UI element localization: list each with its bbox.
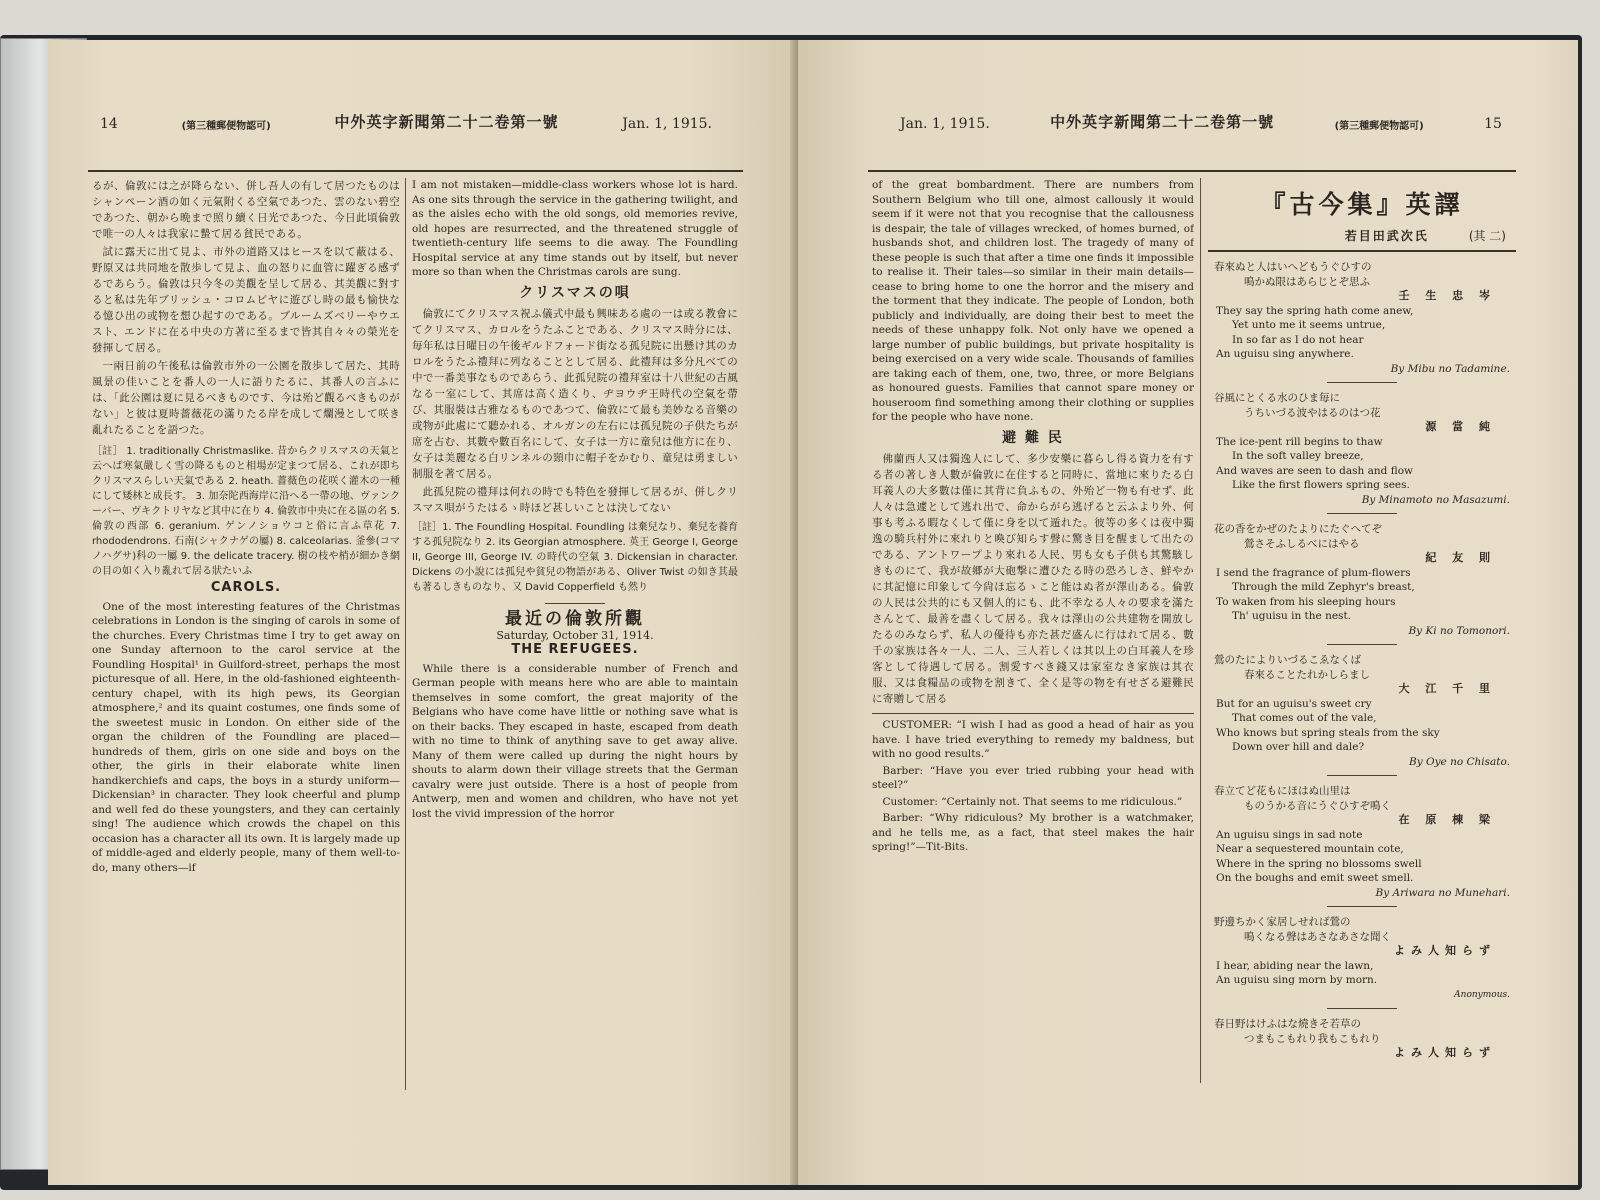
poem-attribution: By Minamoto no Masazumi. xyxy=(1361,493,1510,506)
poem-en-line: To waken from his sleeping hours xyxy=(1216,595,1396,608)
part-number: (其 二) xyxy=(1468,229,1506,243)
poem-en-line: They say the spring hath come anew, xyxy=(1216,304,1414,317)
right-column-1 xyxy=(872,178,1194,1083)
kokinshu-section xyxy=(1208,185,1516,1085)
refugees-jp-heading: 避 難 民 xyxy=(1002,429,1064,446)
carols-paragraph: One of the most interesting features of the Christmas celebrations in London is the singing of carols in some of the churches. Every Christmas time I try to get away on one Sunday afternoon to the carol service at the Foundling Hospital¹ in Guilford-street, perhaps the most picturesque of all. Here, in the old-fashioned eighteenth-century chapel, with its high pews, its Georgian atmosphere,² and its quaint costumes, one finds some of the sweetest music in London. On either side of the organ the children of the Foundling are placed—hundreds of them, girls on one side and boys on the other, the girls in their elaborate white linen handkerchiefs and caps, the boys in a sturdy uniform—Dickensian³ in character. They look cheerful and plump and well fed do these youngsters, and they can certainly sing! The audience which crowds the chapel on this occasion has a character all its own. It is largely made up of middle-aged and elderly people, many of them well-to-do, many others—if xyxy=(92,600,400,874)
poem-attribution: By Oye no Chisato. xyxy=(1409,755,1510,768)
poem-en-line: In the soft valley breeze, xyxy=(1232,450,1364,462)
dialogue-line: “Have you ever tried rubbing your head with steel?” xyxy=(872,764,1194,791)
poem-divider xyxy=(1327,906,1397,907)
poem-jp-line-2: 春來ることたれかしらまし xyxy=(1244,668,1370,681)
london-date: Saturday, October 31, 1914. xyxy=(496,628,654,642)
right-page-number: 15 xyxy=(1484,116,1502,132)
notes-label: ［註］ xyxy=(92,446,123,457)
poem-en-line: But for an uguisu's sweet cry xyxy=(1216,697,1372,710)
paragraph: るが、倫敦には之が降らない、併し吾人の有して居つたものはシャンペーン酒の如く元氣附くる空氣であつた、雲のない碧空であつた、朝から晩まで照り續く日光であつた、今日此頃倫敦で唯一の人々は我家に蟄て居る貧民である。 xyxy=(92,180,400,240)
poem xyxy=(1208,915,1516,1009)
poem-divider xyxy=(1327,644,1397,645)
poem-jp-line-1: 野邊ちかく家居しせれば鶯の xyxy=(1214,916,1351,928)
refugees-continued: of the great bombardment. There are numbers from Southern Belgium who till one, almost callously it would seem if it were not that you recognise that the callousness is despair, the tale of villages wrecked, of homes burned, of husbands shot, and children lost. The tragedy of many of these people is such that after a time one finds it impossible to realise it. Their tales—so similar in their main details—cease to bring home to one the horror and the misery and the torment that they indicate. The people of London, both publicly and individually, are doing their best to meet the needs of these unhappy folk. Not only have we opened a large number of public buildings, but private hospitality is being exercised on a very wide scale. Thousands of families are taking each of them, one, two, three, or more Belgians as honoured guests. Families that cannot spare money or houseroom find something among their clothing or supplies for the people who have none. xyxy=(872,179,1194,423)
poem-en-line: Down over hill and dale? xyxy=(1232,741,1365,753)
poem-jp-line-1: 鶯のたによりいづるこゑなくば xyxy=(1214,654,1361,666)
left-running-head xyxy=(100,108,712,132)
paragraph: 倫敦にてクリスマス祝ふ儀式中最も興味ある處の一は或る教會にてクリスマス、カロルをうたふことである、クリスマス時分には、毎年私は日曜日の午後ギルドフォード街なる孤兒院に出懸け其のカロルをうたふ禮拜に列なることとして居る、此禮拜は多分凡べての中で一番美事なものであらう、此孤兒院の禮拜室は十八世紀の古風なる一室にして、其席は高く造くり、ヂヨウヂ王時代の空氣を帶び、其服裝は古雅なるものであつて、倫敦にて最も美妙なる音樂の或物が此處にて聽かれる、オルガンの左右には孤兒院の子供たちが席を占む、其數や數百名にして、女子は一方に童兒は他方に在り、女子は美麗なる白リンネルの頸巾に帽子をかむり、童兒は勇ましい制服を著て居る。 xyxy=(412,308,738,480)
dialogue-line: “Why ridiculous? My brother is a watchmaker, and he tells me, as a fact, that steel makes the hair spring!”—Tit-Bits. xyxy=(872,812,1194,853)
speaker: Barber: xyxy=(882,764,923,777)
left-permit: (第三種郵便物認可) xyxy=(181,121,271,132)
translator-line xyxy=(1208,227,1506,244)
kokinshu-title: 『古今集』英譯 xyxy=(1260,190,1464,219)
poem xyxy=(1208,1017,1516,1061)
poem-divider xyxy=(1327,513,1397,514)
london-heading: 最近の倫敦所觀 xyxy=(505,609,645,629)
poem-jp-line-1: 春日野はけふはな燒きそ若草の xyxy=(1214,1018,1361,1030)
left-header-rule xyxy=(88,170,743,172)
poem-en-line: An uguisu sings in sad note xyxy=(1216,828,1363,841)
poem-jp-line-2: つまもこもれり我もこもれり xyxy=(1244,1032,1381,1045)
dialogue-line: “Certainly not. That seems to me ridiculous.” xyxy=(941,795,1183,808)
poem-jp-line-2: うちいづる波やはるのはつ花 xyxy=(1244,406,1381,419)
poem xyxy=(1208,260,1516,383)
left-column-2 xyxy=(412,178,738,1090)
paragraph: 佛蘭西人又は獨逸人にして、多少安樂に暮らし得る資力を有する者の著しき人數が倫敦に在住すると同時に、當地に來りたる白耳義人の大多數は僅に其背に負ふもの、外殆ど一物も有せず、此人々は急遽として逃れ出で、命からがら逃げると云ふより外、何事も考ふる暇なくして僅に身を以て遁れた。彼等の多くは夜中獨逸の騎兵村外に來れりと喚び知らす聲に驚き目を醒まして出たのである、アントワープより來れる人民、男も女も子供も其驚駭しきものにて、我が故郷が大砲撃に遭ひたる時の恐ろしさ、鮮やかに其記憶に印象して今尙ほ忘るゝこと能はぬ者が澤山ある。倫敦の人民は公共的にも又個人的にも、此不幸なる人々の要求を滿たさんとて、最善を盡くして居る。我々は澤山の公共建物を開放したるのみならず、私人の優待も亦た甚だ盛んに行はれて居る、數千の家族は各々一人、二人、三人若しくは其以上の白耳義人を珍客として待遇して居る。割愛すべき錢又は家室なき家族は其衣服、又は食糧品の或物を割きて、全く是等の物を有せざる避難民に寄贈して居る xyxy=(872,453,1194,705)
poem-jp-line-1: 谷風にとくる水のひま毎に xyxy=(1214,392,1340,404)
speaker: CUSTOMER: xyxy=(882,719,953,731)
left-column-divider xyxy=(405,178,406,1090)
title-rule xyxy=(1208,250,1516,252)
poem-en-line: In so far as I do not hear xyxy=(1232,333,1364,346)
right-date: Jan. 1, 1915. xyxy=(900,116,990,132)
poem-divider xyxy=(1327,382,1397,383)
right-newspaper-title: 中外英字新聞第二十二卷第一號 xyxy=(1050,113,1275,131)
paragraph: 一兩日前の午後私は倫敦市外の一公園を散歩して居た、其時風景の佳いことを番人の一人に語りたるに、其番人の言ふには、「此公園は夏に見るべきものです、今は殆ど觀るべきものがない」と彼は夏時薔薇花の滿りたる岸を成して爛漫として咲き亂れたることを語つた。 xyxy=(92,360,400,436)
notes-text: 1. traditionally Christmaslike. 昔からクリスマスの天氣と云へば寒氣嚴しく雪の降るものと相場が定まつて居る、これが即ちクリスマスらしい天氣である 2. heath. 薔薇色の花咲く灌木の一種にして矮林と成長す。 3. 加奈陀西海岸に沿へる一帶の地、ヴァンクーバー、ヴキクトリヤなど其中に在り 4. 倫敦市中央に在る區の名 5. 倫敦の西部 6. geranium. ゲンノショウコと俗に言ふ草花 7. rhododendrons. 石南(シャクナゲの屬) 8. calceolarias. 釜參(コマノハグサ)科の一屬 9. the delicate tracery. 樹の枝や梢が細かき網の目の如く入り亂れて居る狀たいふ xyxy=(92,446,400,577)
speaker: Barber: xyxy=(882,812,923,824)
poem-en-line: That comes out of the vale, xyxy=(1232,712,1377,724)
poem-en-line: An uguisu sing anywhere. xyxy=(1216,348,1354,360)
poem-en-line: I hear, abiding near the lawn, xyxy=(1216,959,1374,972)
left-newspaper-title: 中外英字新聞第二十二卷第一號 xyxy=(334,113,559,131)
refugees-paragraph: While there is a considerable number of French and German people with means here who are able to maintain themselves in some comfort, the great majority of the Belgians who have come have little or nothing save what is on their backs. They escaped in haste, escaped from death with no time to think of anything save to get away alive. Many of them were called up during the night hours by shouts to alarm down their village streets that the German cavalry were just outside. There is a host of people from Antwerp, men and women and children, who have not yet lost the vivid impression of the horror xyxy=(412,662,738,820)
poem-en-line: An uguisu sing morn by morn. xyxy=(1216,974,1378,986)
poem xyxy=(1208,784,1516,907)
poem-en-line: The ice-pent rill begins to thaw xyxy=(1216,435,1383,448)
poem-en-line: Near a sequestered mountain cote, xyxy=(1216,843,1404,855)
poem-jp-line-1: 春立てど花もにほはぬ山里は xyxy=(1214,785,1351,797)
carols-continued: I am not mistaken—middle-class workers whose lot is hard. As one sits through the service in the gathering twilight, and as the aisles echo with the old songs, old memories revive, old hopes are resurrected, and the threatened struggle of twentieth-century life seems to die away. The Foundling Hospital service at any time stands out by itself, but never more so than when the Christmas carols are sung. xyxy=(412,179,738,278)
poet-name: よみ人知らず xyxy=(1394,1046,1496,1059)
poet-name: 壬 生 忠 岑 xyxy=(1398,289,1496,302)
poem-jp-line-2: 鳴かぬ限はあらじとぞ思ふ xyxy=(1244,275,1370,288)
poem-en-line: Like the first flowers spring sees. xyxy=(1232,479,1410,491)
poet-name: 大 江 千 里 xyxy=(1398,682,1496,695)
poem-jp-line-2: ものうかる音にうぐひすぞ鳴く xyxy=(1244,799,1391,812)
poem-jp-line-2: 鶯さそふしるべにはやる xyxy=(1244,537,1360,550)
poem xyxy=(1208,391,1516,514)
translator-name: 若目田武次氏 xyxy=(1344,229,1429,243)
speaker: Customer: xyxy=(882,795,938,808)
anecdote-divider xyxy=(872,713,1194,714)
poem-en-line: Through the mild Zephyr's breast, xyxy=(1232,581,1415,593)
poet-name: よみ人知らず xyxy=(1394,944,1496,957)
poem-en-line: Yet unto me it seems untrue, xyxy=(1232,319,1386,331)
poem xyxy=(1208,522,1516,645)
poem-jp-line-1: 春來ぬと人はいへどもうぐひすの xyxy=(1214,261,1372,273)
paragraph: 試に露天に出て見よ、市外の道路又はヒースを以て蔽はる、野原又は共同地を散歩して見よ、血の怒りに血管に躍ぎる感ずるであらう。倫敦は只今冬の美觀を呈して居る、其美觀に對すると私は先年ブリッシュ・コロムビヤに遊びし時の最も愉快なる憶ひ出の或物を想ひ起すのである。ブルームズベリーやウエスト、エンドに在る中央の方著に至るまで皆其自々々の榮光を發揮して居る。 xyxy=(92,246,400,354)
poem-en-line: I send the fragrance of plum-flowers xyxy=(1216,566,1411,579)
dialogue-line: “I wish I had as good a head of hair as you have. I have tried everything to remedy my baldness, but with no good results.” xyxy=(872,719,1194,760)
poem-divider xyxy=(1327,775,1397,776)
poem-en-line: Where in the spring no blossoms swell xyxy=(1216,857,1422,870)
right-header-rule xyxy=(868,170,1516,172)
left-column-1 xyxy=(92,178,400,1090)
poem-attribution: By Mibu no Tadamine. xyxy=(1390,362,1510,375)
section-divider xyxy=(545,603,605,604)
poem xyxy=(1208,653,1516,776)
right-running-head xyxy=(900,108,1502,132)
poem-en-line: And waves are seen to dash and flow xyxy=(1216,464,1414,477)
left-page-number: 14 xyxy=(100,116,118,132)
notes-text: ［註］1. The Foundling Hospital. Foundling は棄兒なり、棄兒を養育する孤兒院なり 2. its Georgian atmosphere. 英王 George I, George II, George III, George IV. の時代の空氣 3. Dickensian in character. Dickens の小說には孤兒や貧兒の物語がある、Oliver Twist の如き其最も著るしきものなり、又 David Copperfield も然り xyxy=(412,522,738,593)
poem-jp-line-1: 花の香をかぜのたよりにたぐへてぞ xyxy=(1214,523,1382,535)
right-permit: (第三種郵便物認可) xyxy=(1334,121,1424,132)
right-column-divider xyxy=(1200,178,1201,1083)
anecdote xyxy=(872,718,1194,855)
poem-attribution: By Ki no Tomonori. xyxy=(1408,624,1510,637)
poem-attribution: Anonymous. xyxy=(1454,989,1510,1000)
poem-en-line: On the boughs and emit sweet smell. xyxy=(1216,872,1414,884)
poem-jp-line-2: 鳴くなる聲はあさなあさな聞く xyxy=(1244,930,1391,943)
paragraph: 此孤兒院の禮拜は何れの時でも特色を發揮して居るが、併しクリスマス唄がうたはるゝ時ほど甚しいことは決してない xyxy=(412,486,738,514)
carols-heading: CAROLS. xyxy=(210,580,282,595)
poem-divider xyxy=(1327,1008,1397,1009)
poem-attribution: By Ariwara no Munehari. xyxy=(1375,886,1510,899)
poet-name: 紀 友 則 xyxy=(1425,551,1496,564)
poet-name: 源 當 純 xyxy=(1425,420,1496,433)
left-date: Jan. 1, 1915. xyxy=(622,116,712,132)
refugees-heading: THE REFUGEES. xyxy=(511,642,639,657)
poem-en-line: Th' uguisu in the nest. xyxy=(1232,610,1351,622)
poet-name: 在 原 棟 梁 xyxy=(1398,813,1496,826)
poem-en-line: Who knows but spring steals from the sky xyxy=(1216,726,1440,739)
christmas-song-heading: クリスマスの唄 xyxy=(519,284,631,301)
